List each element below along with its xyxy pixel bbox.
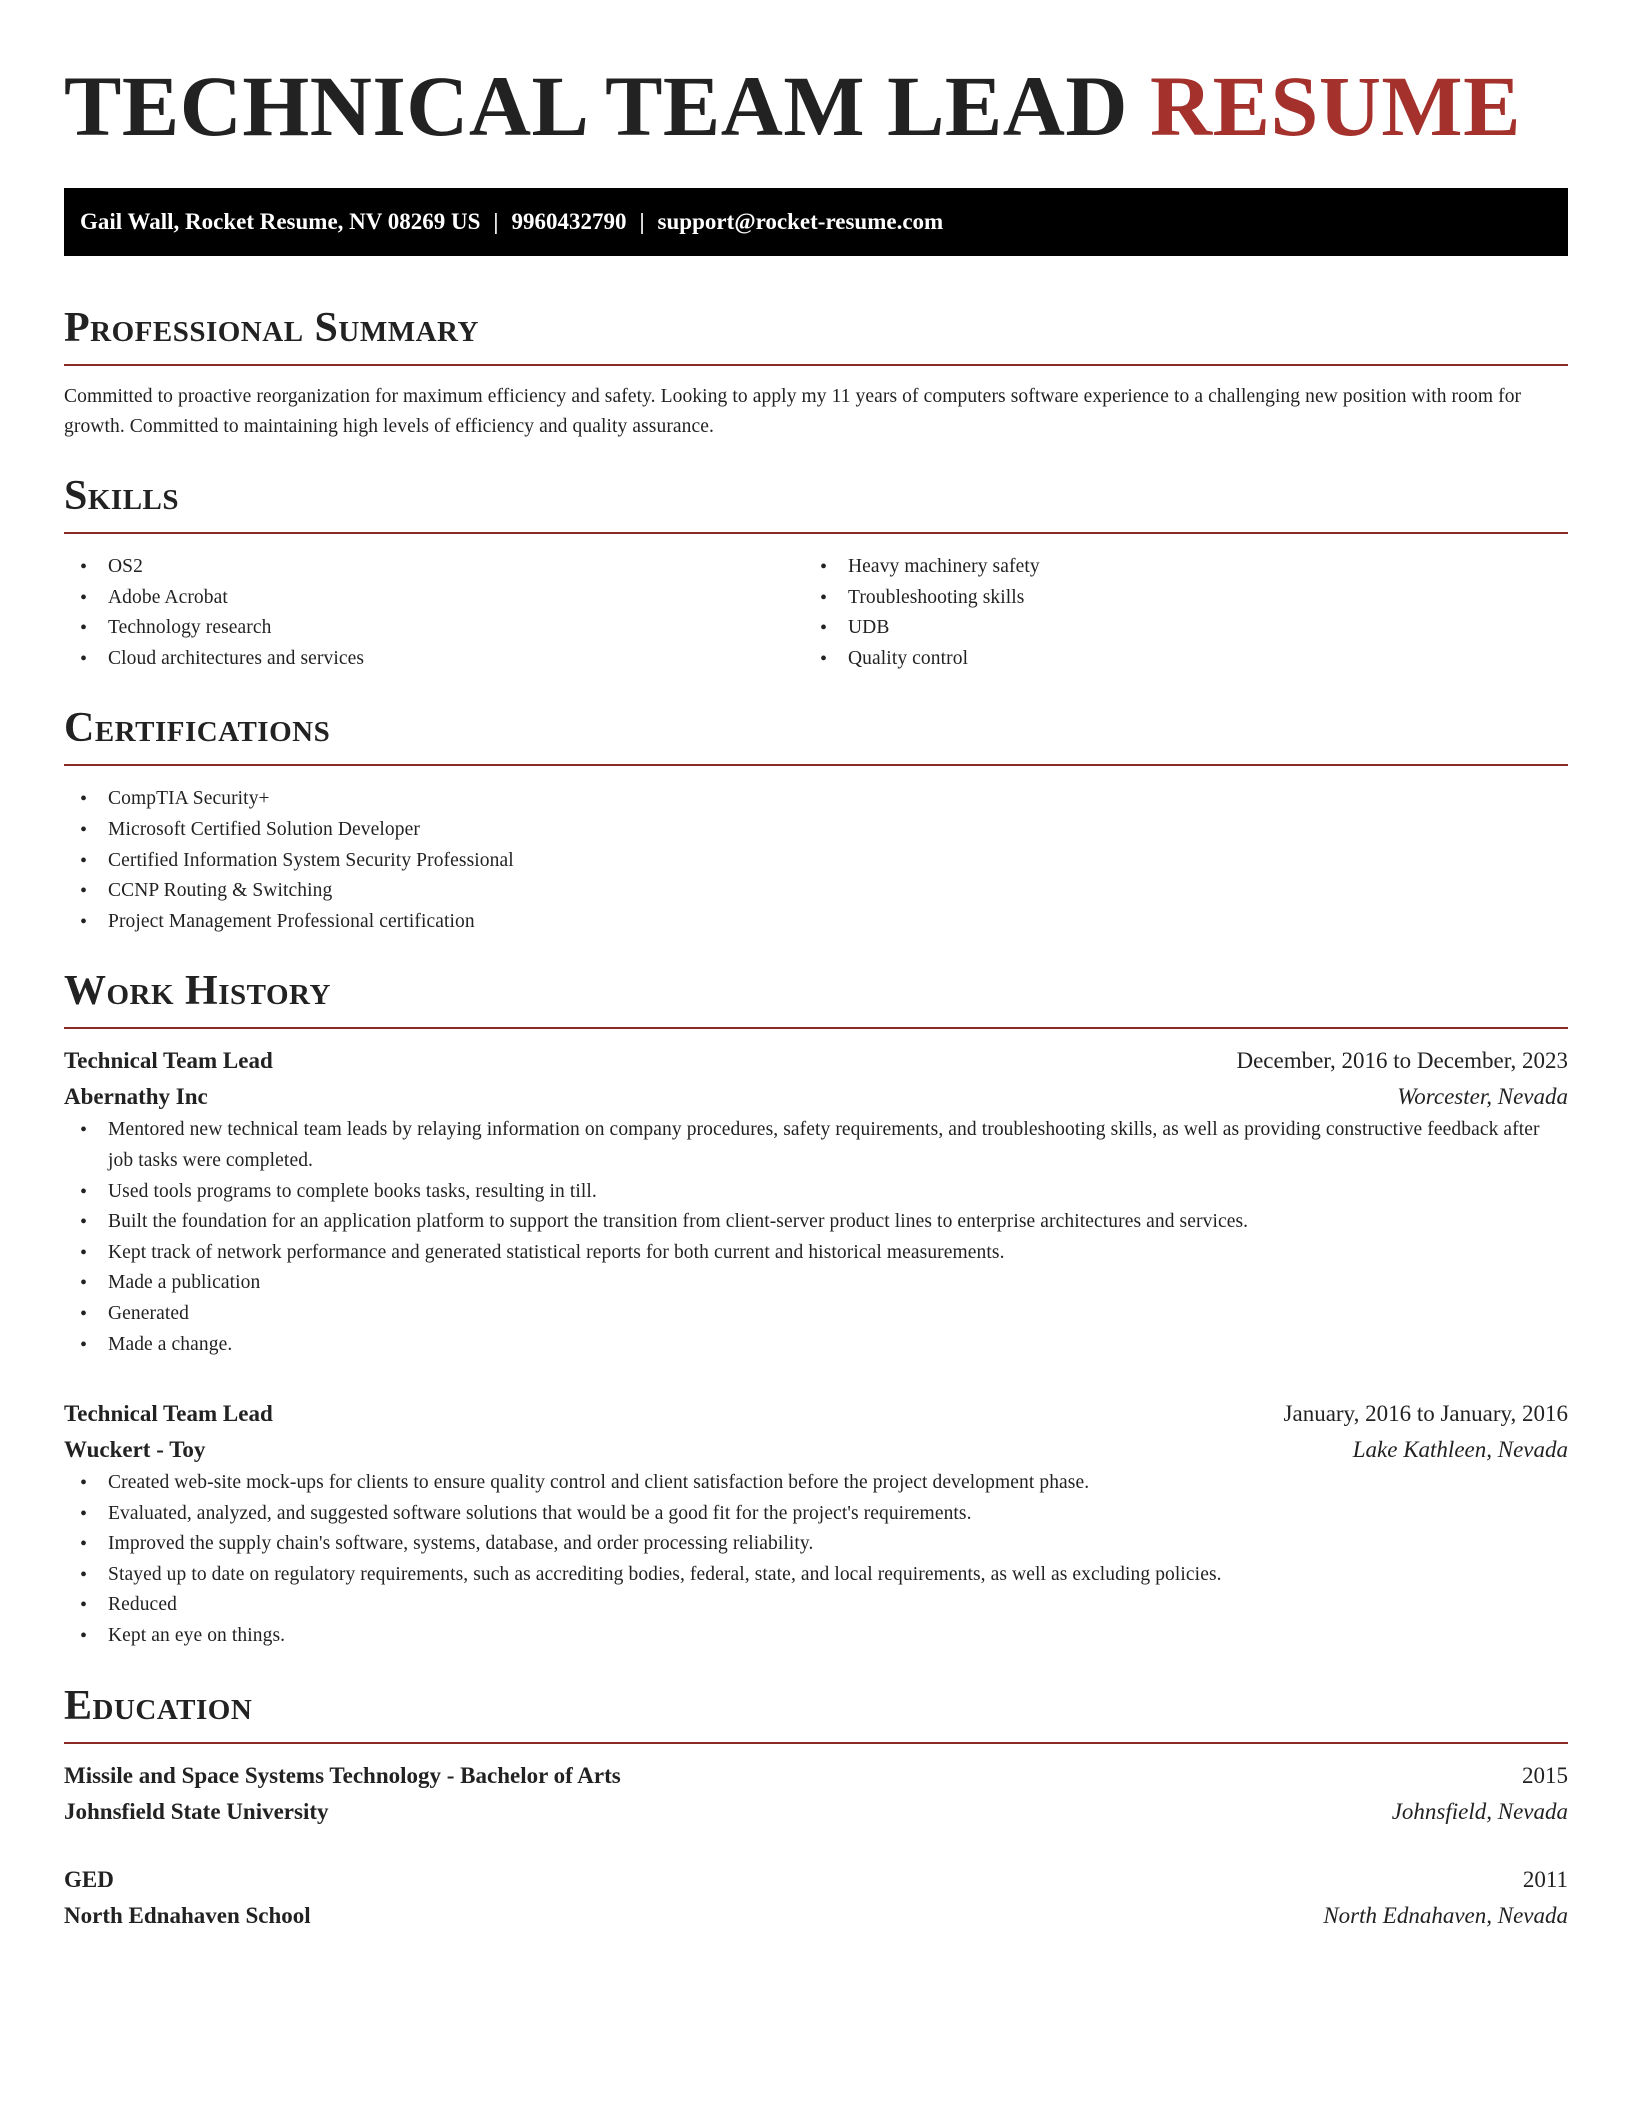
job-location: Lake Kathleen, Nevada (1352, 1437, 1568, 1463)
job-company: Abernathy Inc (64, 1084, 208, 1110)
job-bullet: • Made a change. (64, 1330, 1568, 1361)
section-title-work-history: Work History (64, 968, 331, 1015)
skill-item: • Troubleshooting skills (804, 583, 1544, 614)
job-company-row (64, 1432, 1568, 1468)
education-school-row (64, 1794, 1568, 1830)
job-bullet: • Stayed up to date on regulatory requirements, such as accrediting bodies, federal, state, and local requirements, as well as excluding policies. (64, 1560, 1568, 1591)
skills-section (64, 470, 1568, 674)
education-entry (64, 1862, 1568, 1934)
contact-email[interactable]: support@rocket-resume.com (657, 209, 944, 234)
skill-item: • Adobe Acrobat (64, 583, 804, 614)
job-bullet: • Kept track of network performance and generated statistical reports for both current and historical measurements. (64, 1238, 1568, 1269)
job-bullet: • Created web-site mock-ups for clients to ensure quality control and client satisfaction before the project development phase. (64, 1468, 1568, 1499)
education-degree: GED (64, 1866, 114, 1892)
job-location: Worcester, Nevada (1397, 1084, 1568, 1110)
section-divider (64, 532, 1568, 534)
skills-grid (64, 552, 1568, 674)
education-year: 2011 (1522, 1866, 1568, 1892)
job-dates: January, 2016 to January, 2016 (1283, 1401, 1568, 1427)
title-main: TECHNICAL TEAM LEAD (64, 58, 1129, 154)
education-degree: Missile and Space Systems Technology - Bachelor of Arts (64, 1762, 621, 1788)
contact-separator: | (493, 209, 499, 234)
title-accent: RESUME (1150, 58, 1521, 154)
education-location: Johnsfield, Nevada (1391, 1798, 1568, 1824)
education-school-row (64, 1898, 1568, 1934)
section-divider (64, 1027, 1568, 1029)
certifications-section (64, 702, 1568, 937)
skill-item: • Cloud architectures and services (64, 644, 804, 675)
job-bullet: • Improved the supply chain's software, systems, database, and order processing reliability. (64, 1529, 1568, 1560)
job-bullets (64, 1468, 1568, 1652)
job-entry (64, 1396, 1568, 1652)
skill-item: • Quality control (804, 644, 1544, 675)
contact-phone[interactable]: 9960432790 (511, 209, 627, 234)
job-bullet: • Used tools programs to complete books tasks, resulting in till. (64, 1177, 1568, 1208)
section-divider (64, 764, 1568, 766)
education-degree-row (64, 1758, 1568, 1794)
contact-address: Gail Wall, Rocket Resume, NV 08269 US (80, 209, 481, 234)
skill-item: • Technology research (64, 613, 804, 644)
job-bullet: • Evaluated, analyzed, and suggested software solutions that would be a good fit for the project's requirements. (64, 1499, 1568, 1530)
section-title-certifications: Certifications (64, 705, 331, 752)
summary-text: Committed to proactive reorganization for maximum efficiency and safety. Looking to apply my 11 years of computers software experience to a challenging new position with room for growth. Committed to maintaining high levels of efficiency and quality assurance. (64, 386, 1522, 437)
certification-item: • Microsoft Certified Solution Developer (64, 815, 1568, 846)
section-divider (64, 1742, 1568, 1744)
work-history-section (64, 965, 1568, 1651)
certification-item: • Project Management Professional certification (64, 907, 1568, 938)
skill-item: • UDB (804, 613, 1544, 644)
section-divider (64, 364, 1568, 366)
job-bullet: • Kept an eye on things. (64, 1621, 1568, 1652)
section-title-summary: Professional Summary (64, 305, 479, 351)
resume-page (64, 0, 1568, 1934)
contact-separator: | (639, 209, 645, 234)
education-year: 2015 (1522, 1762, 1568, 1788)
certification-item: • CCNP Routing & Switching (64, 876, 1568, 907)
job-bullet: • Mentored new technical team leads by relaying information on company procedures, safety requirements, and troubleshooting skills, as well as providing constructive feedback after job tasks were completed. (64, 1115, 1568, 1176)
certification-item: • CompTIA Security+ (64, 784, 1568, 815)
certification-item: • Certified Information System Security Professional (64, 846, 1568, 877)
job-entry (64, 1043, 1568, 1360)
education-section (64, 1680, 1568, 1934)
job-bullet: • Made a publication (64, 1268, 1568, 1299)
education-school: Johnsfield State University (64, 1798, 329, 1824)
job-header-row (64, 1043, 1568, 1079)
job-dates: December, 2016 to December, 2023 (1236, 1048, 1568, 1074)
education-school: North Ednahaven School (64, 1902, 311, 1928)
skill-item: • OS2 (64, 552, 804, 583)
job-title: Technical Team Lead (64, 1048, 273, 1074)
education-entry (64, 1758, 1568, 1830)
resume-title (64, 56, 1568, 156)
contact-bar (64, 188, 1568, 256)
skill-item: • Heavy machinery safety (804, 552, 1544, 583)
skills-list-left (64, 552, 804, 674)
job-bullet: • Generated (64, 1299, 1568, 1330)
job-bullet: • Built the foundation for an application platform to support the transition from client-server product lines to enterprise architectures and services. (64, 1207, 1568, 1238)
skills-list-right (804, 552, 1544, 674)
job-bullet: • Reduced (64, 1590, 1568, 1621)
section-title-skills: Skills (64, 473, 180, 519)
education-degree-row (64, 1862, 1568, 1898)
job-bullets (64, 1115, 1568, 1360)
job-title: Technical Team Lead (64, 1401, 273, 1427)
job-company-row (64, 1079, 1568, 1115)
certifications-list (64, 784, 1568, 937)
summary-section (64, 302, 1568, 442)
education-location: North Ednahaven, Nevada (1323, 1902, 1568, 1928)
job-company: Wuckert - Toy (64, 1437, 206, 1463)
section-title-education: Education (64, 1682, 253, 1729)
job-header-row (64, 1396, 1568, 1432)
